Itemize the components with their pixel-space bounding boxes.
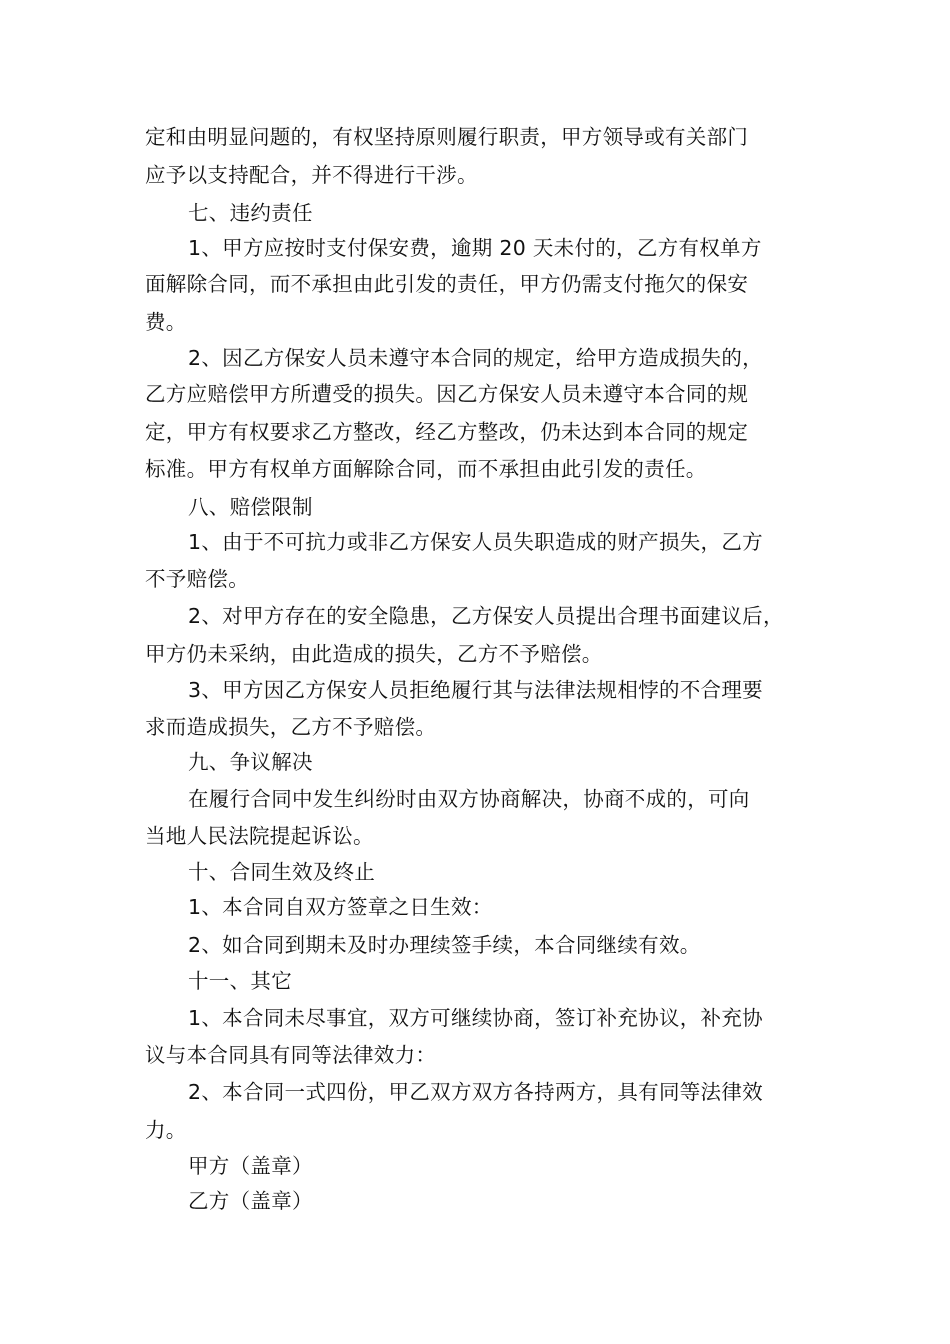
paragraph-line: 2、本合同一式四份，甲乙双方双方各持两方，具有同等法律效 (188, 1080, 763, 1104)
paragraph-line: 在履行合同中发生纠纷时由双方协商解决，协商不成的，可向 (188, 787, 750, 811)
paragraph-line: 3、甲方因乙方保安人员拒绝履行其与法律法规相悖的不合理要 (188, 678, 763, 702)
paragraph-line: 1、由于不可抗力或非乙方保安人员失职造成的财产损失，乙方 (188, 530, 763, 554)
paragraph-line: 应予以支持配合，并不得进行干涉。 (145, 163, 478, 187)
paragraph-line: 定和由明显问题的，有权坚持原则履行职责，甲方领导或有关部门 (145, 125, 749, 149)
signature-party-b: 乙方（盖章） (188, 1189, 313, 1213)
paragraph-line: 甲方仍未采纳，由此造成的损失，乙方不予赔偿。 (145, 642, 603, 666)
paragraph-line: 不予赔偿。 (145, 567, 249, 591)
section-heading: 九、争议解决 (188, 750, 313, 774)
paragraph-line: 面解除合同，而不承担由此引发的责任，甲方仍需支付拖欠的保安 (145, 272, 749, 296)
paragraph-line: 议与本合同具有同等法律效力： (145, 1043, 437, 1067)
paragraph-line: 2、因乙方保安人员未遵守本合同的规定，给甲方造成损失的， (188, 346, 763, 370)
section-heading: 十、合同生效及终止 (188, 860, 376, 884)
paragraph-line: 定，甲方有权要求乙方整改，经乙方整改，仍未达到本合同的规定 (145, 420, 749, 444)
paragraph-line: 标准。甲方有权单方面解除合同，而不承担由此引发的责任。 (145, 457, 707, 481)
paragraph-line: 当地人民法院提起诉讼。 (145, 824, 374, 848)
paragraph-line: 求而造成损失，乙方不予赔偿。 (145, 715, 437, 739)
paragraph-line: 力。 (145, 1118, 187, 1142)
section-heading: 七、违约责任 (188, 201, 313, 225)
paragraph-line: 2、如合同到期未及时办理续签手续，本合同继续有效。 (188, 933, 701, 957)
paragraph-line: 费。 (145, 310, 187, 334)
paragraph-line: 1、本合同自双方签章之日生效： (188, 895, 493, 919)
paragraph-line: 1、甲方应按时支付保安费，逾期 20 天未付的，乙方有权单方 (188, 236, 762, 260)
paragraph-line: 1、本合同未尽事宜，双方可继续协商，签订补充协议，补充协 (188, 1006, 763, 1030)
signature-party-a: 甲方（盖章） (188, 1154, 313, 1178)
paragraph-line: 乙方应赔偿甲方所遭受的损失。因乙方保安人员未遵守本合同的规 (145, 382, 749, 406)
paragraph-line: 2、对甲方存在的安全隐患，乙方保安人员提出合理书面建议后， (188, 604, 784, 628)
section-heading: 十一、其它 (188, 969, 292, 993)
section-heading: 八、赔偿限制 (188, 495, 313, 519)
